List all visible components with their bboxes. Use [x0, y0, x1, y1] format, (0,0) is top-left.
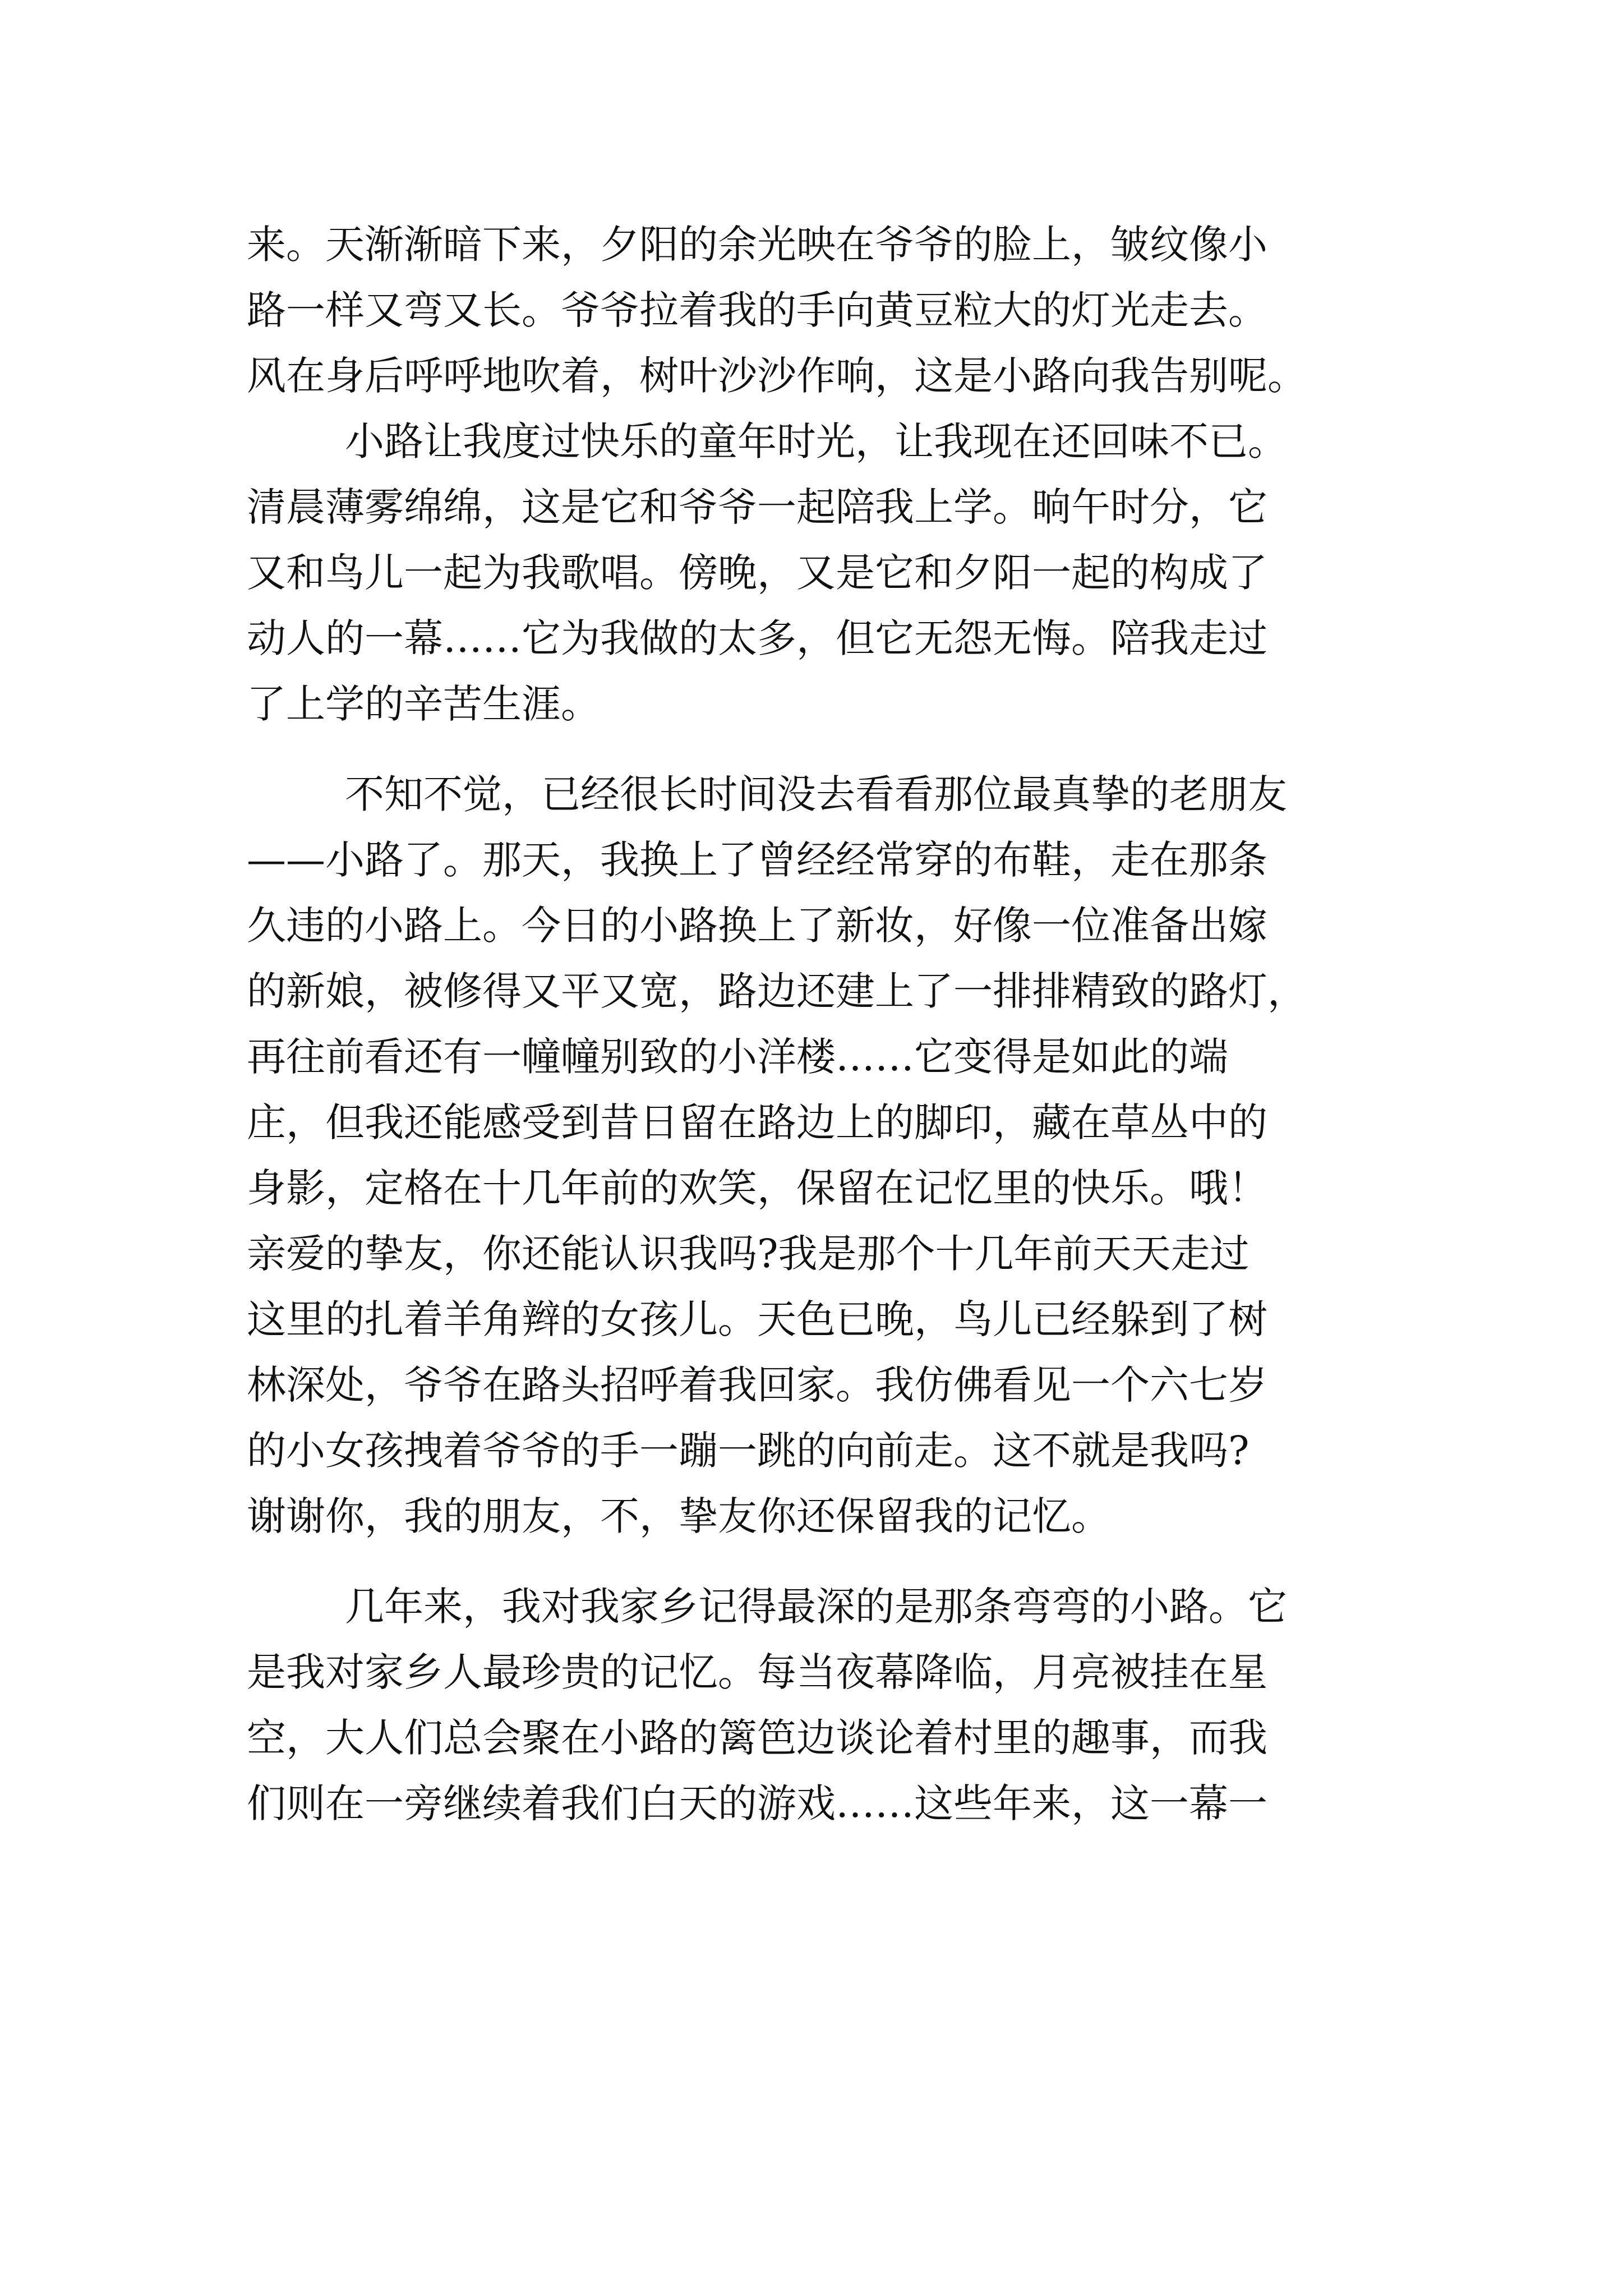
text-line: 来。天渐渐暗下来，夕阳的余光映在爷爷的脸上，皱纹像小 [247, 222, 1267, 268]
text-line: 亲爱的挚友，你还能认识我吗?我是那个十几年前天天走过 [247, 1231, 1249, 1277]
text-line: 这里的扎着羊角辫的女孩儿。天色已晚，鸟儿已经躲到了树 [247, 1296, 1267, 1342]
text-line: 身影，定格在十几年前的欢笑，保留在记忆里的快乐。哦！ [247, 1165, 1267, 1211]
text-line: 的小女孩拽着爷爷的手一蹦一跳的向前走。这不就是我吗? [247, 1428, 1249, 1474]
text-line: 动人的一幕……它为我做的太多，但它无怨无悔。陪我走过 [247, 615, 1267, 661]
text-line: 再往前看还有一幢幢别致的小洋楼……它变得是如此的端 [247, 1034, 1228, 1080]
text-line: 空，大人们总会聚在小路的篱笆边谈论着村里的趣事，而我 [247, 1715, 1267, 1761]
text-line: ——小路了。那天，我换上了曾经经常穿的布鞋，走在那条 [247, 837, 1267, 883]
paragraph-first-line: 不知不觉，已经很长时间没去看看那位最真挚的老朋友 [345, 771, 1287, 817]
text-line: 了上学的辛苦生涯。 [247, 681, 600, 727]
text-line: 谢谢你，我的朋友，不，挚友你还保留我的记忆。 [247, 1493, 1110, 1539]
text-line: 的新娘，被修得又平又宽，路边还建上了一排排精致的路灯， [247, 968, 1307, 1014]
text-line: 又和鸟儿一起为我歌唱。傍晚，又是它和夕阳一起的构成了 [247, 550, 1267, 596]
text-line: 路一样又弯又长。爷爷拉着我的手向黄豆粒大的灯光走去。 [247, 287, 1267, 333]
paragraph-first-line: 小路让我度过快乐的童年时光，让我现在还回味不已。 [345, 418, 1287, 464]
paragraph-first-line: 几年来，我对我家乡记得最深的是那条弯弯的小路。它 [345, 1584, 1287, 1630]
text-line: 清晨薄雾绵绵，这是它和爷爷一起陪我上学。晌午时分，它 [247, 484, 1267, 530]
text-line: 们则在一旁继续着我们白天的游戏……这些年来，这一幕一 [247, 1780, 1267, 1826]
text-line: 风在身后呼呼地吹着，树叶沙沙作响，这是小路向我告别呢。 [247, 353, 1307, 399]
text-line: 久违的小路上。今日的小路换上了新妆，好像一位准备出嫁 [247, 903, 1267, 949]
text-line: 庄，但我还能感受到昔日留在路边上的脚印，藏在草丛中的 [247, 1099, 1267, 1145]
text-line: 是我对家乡人最珍贵的记忆。每当夜幕降临，月亮被挂在星 [247, 1649, 1267, 1695]
text-line: 林深处，爷爷在路头招呼着我回家。我仿佛看见一个六七岁 [247, 1362, 1267, 1408]
article-body [247, 212, 1402, 1837]
